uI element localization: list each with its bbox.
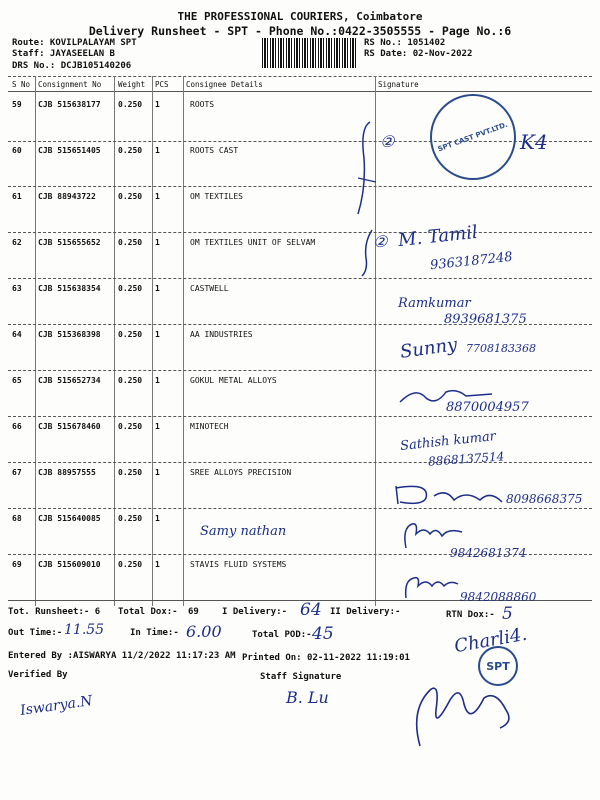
hand-rtn: 5 [502,604,513,624]
route-label: Route: KOVILPALAYAM SPT [12,38,137,48]
hand-signature: Sathish kumar [399,429,497,454]
entered-by: Entered By :AISWARYA 11/2/2022 11:17:23 AM [8,651,236,661]
in-time-label: In Time:- [130,628,179,638]
manager-signature-scribble [400,670,530,750]
row-weight: 0.250 [118,284,143,293]
row-consignee: MINOTECH [190,422,229,431]
hand-mark: ② [380,132,395,151]
row-divider [8,232,592,233]
out-time-label: Out Time:- [8,628,63,638]
row-sno: 68 [12,514,22,523]
row-divider [8,186,592,187]
row-sno: 59 [12,100,22,109]
total-pod-label: Total POD:- [252,630,312,640]
tot-runsheet: Tot. Runsheet:- 6 [8,607,101,617]
hand-signature-scribble [400,572,460,602]
row-divider [8,508,592,509]
row-pcs: 1 [155,422,160,431]
col-consignee: Consignee Details [186,80,263,89]
col-consignment: Consignment No [38,80,102,89]
col-sno: S No [12,80,31,89]
hand-signature-scribble [390,480,508,508]
row-pcs: 1 [155,284,160,293]
row-weight: 0.250 [118,422,143,431]
hand-signature: Charli4. [452,623,529,658]
row-divider [8,416,592,417]
row-sno: 61 [12,192,22,201]
hand-in-time: 6.00 [186,622,222,641]
row-consignment: CJB 515651405 [38,146,101,155]
row-consignment: CJB 515678460 [38,422,101,431]
stamp-text: SPT CAST PVT.LTD. [437,120,509,154]
row-consignment: CJB 515655652 [38,238,101,247]
total-dox-label: Total Dox:- [118,607,178,617]
hand-phone: 7708183368 [466,342,536,355]
col-pcs: PCS [155,80,169,89]
row-weight: 0.250 [118,146,143,155]
hand-phone: 9842681374 [450,546,527,560]
printed-on: Printed On: 02-11-2022 11:19:01 [242,653,410,663]
row-consignment: CJB 88957555 [38,468,96,477]
row-pcs: 1 [155,192,160,201]
drs-label: DRS No.: DCJB105140206 [12,61,132,71]
row-divider [8,370,592,371]
col-signature: Signature [378,80,419,89]
row-pcs: 1 [155,468,160,477]
i-delivery-label: I Delivery:- [222,607,288,617]
row-consignee: GOKUL METAL ALLOYS [190,376,277,385]
row-consignment: CJB 515638354 [38,284,101,293]
hand-signature: K4 [520,130,548,154]
hand-phone: 9842088860 [460,590,537,604]
row-consignee: STAVIS FLUID SYSTEMS [190,560,287,569]
barcode [262,38,358,68]
rtn-dox-label: RTN Dox:- [446,610,495,620]
row-weight: 0.250 [118,514,143,523]
hand-phone: 8868137514 [427,449,505,469]
row-pcs: 1 [155,560,160,569]
row-consignee: SREE ALLOYS PRECISION [190,468,292,477]
hand-bracket [352,118,382,218]
row-weight: 0.250 [118,192,143,201]
row-consignee: AA INDUSTRIES [190,330,253,339]
row-sno: 67 [12,468,22,477]
row-weight: 0.250 [118,238,143,247]
hand-signature: Sunny [398,334,459,363]
hand-phone: 8098668375 [506,492,583,506]
runsheet-title: Delivery Runsheet - SPT - Phone No.:0422-3505555 - Page No.:6 [88,24,512,38]
hand-consignee: Samy nathan [200,524,287,539]
row-divider [8,278,592,279]
row-weight: 0.250 [118,468,143,477]
row-pcs: 1 [155,376,160,385]
row-consignee: CASTWELL [190,284,229,293]
spt-stamp-text: SPT [486,659,510,673]
row-consignee: OM TEXTILES UNIT OF SELVAM [190,238,316,247]
row-sno: 62 [12,238,22,247]
hand-phone: 8870004957 [446,400,529,415]
rs-no: RS No.: 1051402 [364,38,446,48]
row-consignment: CJB 88943722 [38,192,96,201]
staff-label: Staff: JAYASEELAN B [12,49,115,59]
row-consignment: CJB 515368398 [38,330,101,339]
row-sno: 65 [12,376,22,385]
row-consignment: CJB 515609010 [38,560,101,569]
row-sno: 64 [12,330,22,339]
row-sno: 63 [12,284,22,293]
hand-mark: ② [373,232,388,251]
hand-verify-signature: Iswarya.N [19,693,94,719]
hand-signature: M. Tamil [397,221,479,252]
row-pcs: 1 [155,100,160,109]
row-weight: 0.250 [118,376,143,385]
hand-staff-signature: B. Lu [286,688,329,707]
header-rule-top [8,76,592,77]
row-consignee: OM TEXTILES [190,192,243,201]
row-consignee: ROOTS [190,100,215,109]
row-sno: 60 [12,146,22,155]
hand-signature: Ramkumar [398,296,471,311]
header-rule-bottom [8,91,592,92]
row-consignee: ROOTS CAST [190,146,239,155]
hand-delivery: 64 [300,600,322,620]
hand-phone: 8939681375 [444,312,527,327]
company-stamp [430,94,516,180]
row-weight: 0.250 [118,100,143,109]
total-dox-value: 69 [188,607,199,617]
row-weight: 0.250 [118,560,143,569]
row-consignment: CJB 515652734 [38,376,101,385]
hand-phone: 9363187248 [429,249,514,274]
row-sno: 69 [12,560,22,569]
row-pcs: 1 [155,146,160,155]
staff-signature-label: Staff Signature [260,672,342,682]
row-sno: 66 [12,422,22,431]
row-consignment: CJB 515638177 [38,100,101,109]
hand-out-time: 11.55 [64,622,105,638]
row-consignment: CJB 515640085 [38,514,101,523]
verified-by-label: Verified By [8,670,68,680]
rs-date: RS Date: 02-Nov-2022 [364,49,473,59]
row-pcs: 1 [155,514,160,523]
ii-delivery-label: II Delivery:- [330,607,401,617]
row-weight: 0.250 [118,330,143,339]
hand-pod: 45 [312,624,334,644]
row-pcs: 1 [155,330,160,339]
company-title: THE PROFESSIONAL COURIERS, Coimbatore [177,10,423,23]
col-weight: Weight [118,80,146,89]
row-pcs: 1 [155,238,160,247]
